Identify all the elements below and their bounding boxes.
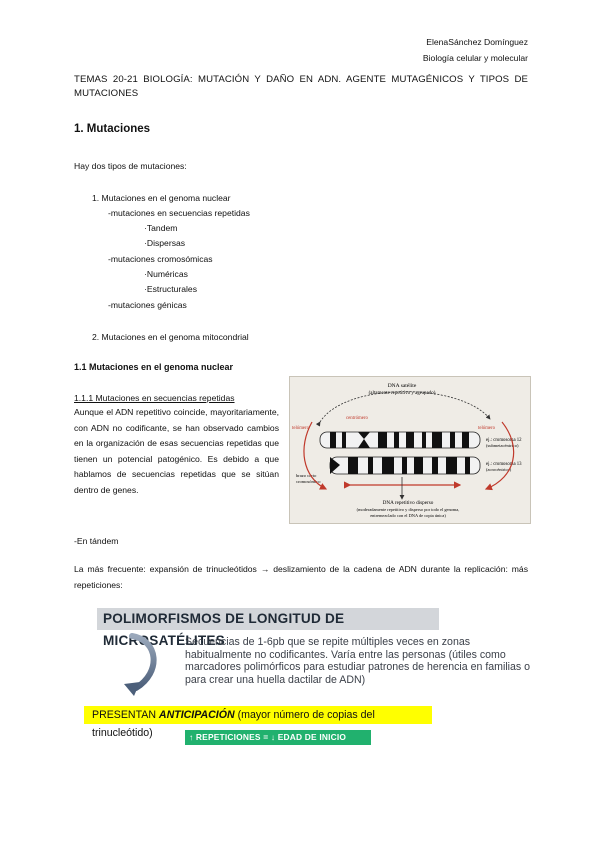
label-dna-satelite: DNA satélite xyxy=(387,383,417,389)
lead-paragraph: La más frecuente: expansión de trinucleótidos → deslizamiento de la cadena de ADN durante la replicación: más repeticiones: xyxy=(74,564,528,590)
label-dna-disperso-desc: (moderadamente repetitivo y disperso por todo el genoma, xyxy=(356,507,460,512)
paragraph-adn-repetitivo: Aunque el ADN repetitivo coincide, mayoritariamente, con ADN no codificante, se han observado cambios en la organización de esas secuencias repetidas que tienen un potencial patogénico. Es debido a que hablamos de secuencias repetidas que se sitúan dentro de genes. xyxy=(74,407,279,495)
repeticiones-badge: ↑ REPETICIONES = ↓ EDAD DE INICIO xyxy=(185,730,371,745)
anticipacion-desc: (mayor número de copias del trinucleótido) xyxy=(92,709,375,739)
list-sub-genicas: -mutaciones génicas xyxy=(108,300,187,310)
label-acrocentrico: (acrocéntrico) xyxy=(486,467,512,472)
section-heading-mutaciones: 1. Mutaciones xyxy=(74,123,151,135)
list-item-mitocondrial: 2. Mutaciones en el genoma mitocondrial xyxy=(92,332,249,342)
label-cromosomico: cromosómico xyxy=(296,479,321,484)
list-item-nuclear: 1. Mutaciones en el genoma nuclear xyxy=(92,193,231,203)
chromosome-12 xyxy=(320,432,480,448)
label-cromosoma-12: ej.: cromosoma 12 xyxy=(486,438,522,443)
label-dna-disperso: DNA repetitivo disperso xyxy=(382,500,434,506)
label-dna-satelite-desc: (altamente repetitivo y agrupado) xyxy=(368,391,436,396)
label-submetacentrico: (submetacéntrico) xyxy=(486,443,519,448)
tandem-label: -En tándem xyxy=(74,536,119,546)
microsatellite-description: Secuencias de 1-6pb que se repite múltiples veces en zonas habitualmente no codificantes. Varía entre las personas (útiles como marcadores polimórficos para estudiar patrones de herencia en familias o para crear una huella dactilar de ADN) xyxy=(185,636,531,686)
intro-text: Hay dos tipos de mutaciones: xyxy=(74,161,187,171)
header-subject: Biología celular y molecular xyxy=(422,53,528,63)
anticipacion-text: ANTICIPACIÓN xyxy=(158,709,235,721)
chromosome-diagram xyxy=(290,377,530,523)
list-sub-numericas: ·Numéricas xyxy=(144,269,188,279)
label-dna-disperso-desc2: entremezclado con el DNA de copia única) xyxy=(370,513,446,518)
label-brazo-corto: brazo corto xyxy=(296,473,317,478)
label-telomero-izq: telómero xyxy=(292,426,310,431)
chromosome-figure xyxy=(289,376,531,524)
red-arrow-right xyxy=(486,422,514,489)
chromosome-13 xyxy=(330,457,480,474)
list-sub-tandem: ·Tandem xyxy=(144,223,178,233)
list-sub-estructurales: ·Estructurales xyxy=(144,284,198,294)
label-cromosoma-13: ej.: cromosoma 13 xyxy=(486,462,522,467)
curved-arrow-icon xyxy=(118,632,166,698)
label-telomero-der: telómero xyxy=(478,426,496,431)
microsatellite-banner-title: POLIMORFISMOS DE LONGITUD DE MICROSATÉLITES xyxy=(97,608,439,630)
label-centromero: centrómero xyxy=(346,416,368,421)
section-heading-nuclear: 1.1 Mutaciones en el genoma nuclear xyxy=(74,362,234,372)
list-sub-dispersas: ·Dispersas xyxy=(144,238,186,248)
document-title: TEMAS 20-21 BIOLOGÍA: MUTACIÓN Y DAÑO EN ADN. AGENTE MUTAGÉNICOS Y TIPOS DE MUTACIONES xyxy=(74,74,528,99)
list-sub-repetidas: -mutaciones en secuencias repetidas xyxy=(108,208,250,218)
header-author: ElenaSánchez Domínguez xyxy=(426,37,528,47)
presentan-text: PRESENTAN xyxy=(92,709,159,721)
list-sub-cromosomicas: -mutaciones cromosómicas xyxy=(108,254,213,264)
subsection-heading-repetidas: 1.1.1 Mutaciones en secuencias repetidas xyxy=(74,393,235,403)
